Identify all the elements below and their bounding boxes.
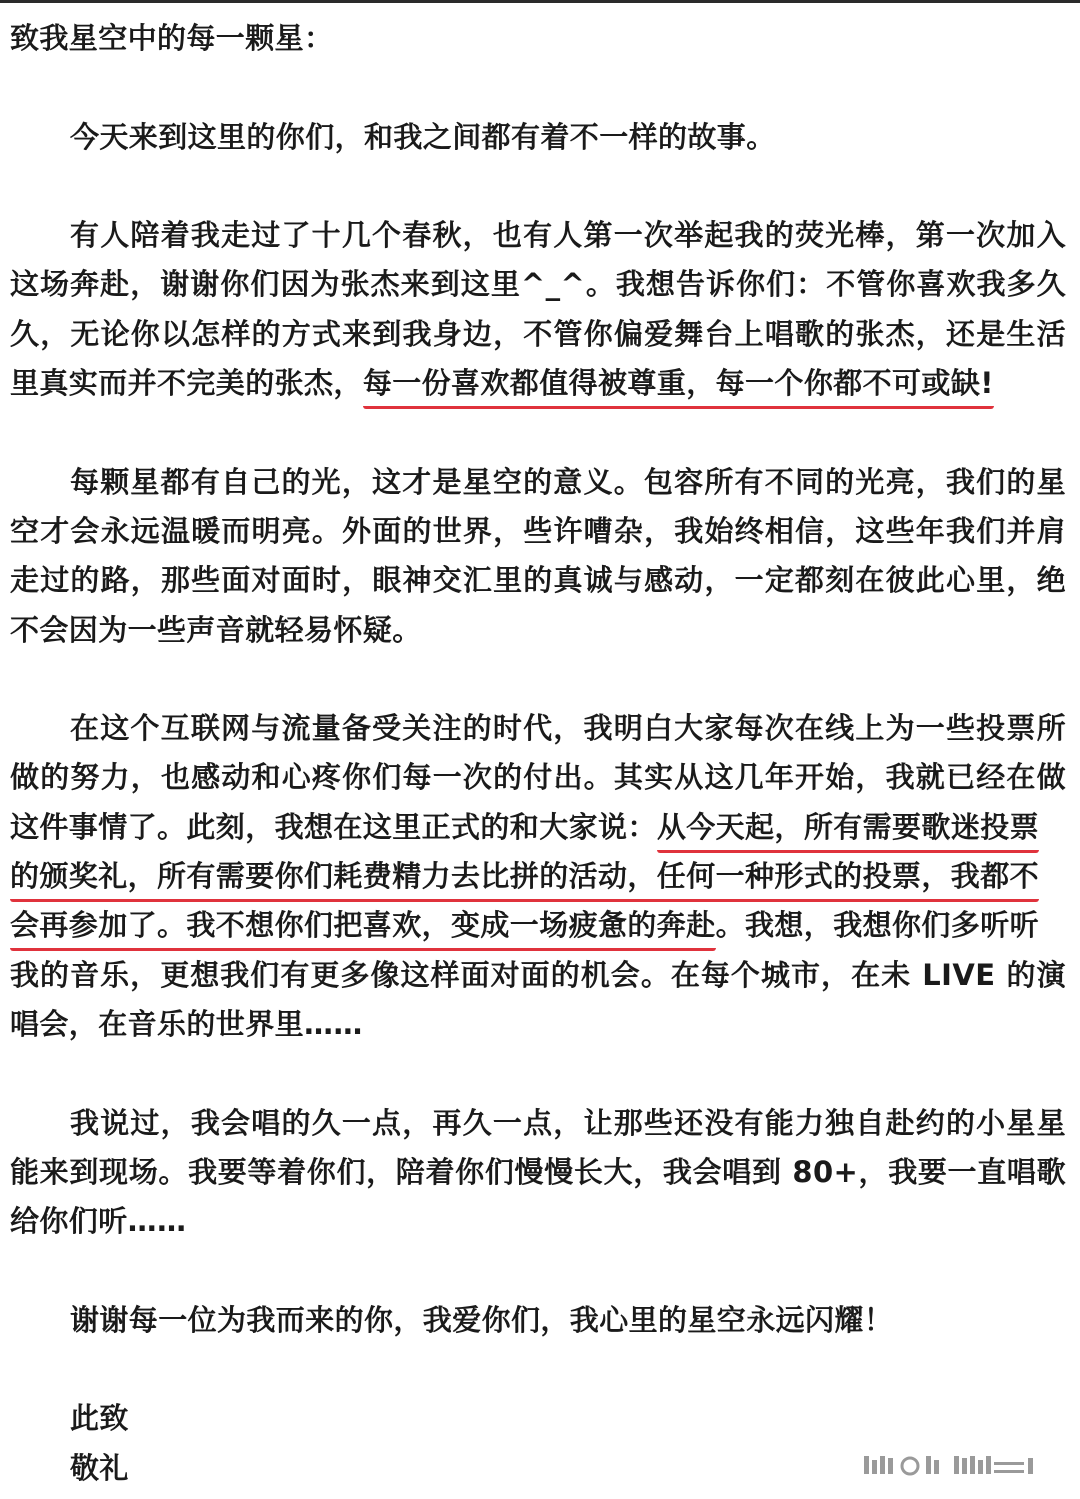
paragraph-4-line: 我的音乐，更想我们有更多像这样面对面的机会。在每个城市，在未 LIVE 的演: [10, 957, 1066, 992]
paragraph-2: [10, 211, 1066, 408]
paragraph-3: [10, 458, 1066, 655]
paragraph-1: 今天来到这里的你们，和我之间都有着不一样的故事。: [70, 119, 776, 154]
paragraph-5-line: 能来到现场。我要等着你们，陪着你们慢慢长大，我会唱到 80+，我要一直唱歌: [10, 1154, 1066, 1189]
paragraph-5-line: 我说过，我会唱的久一点，再久一点，让那些还没有能力独自赴约的小星星: [70, 1105, 1066, 1140]
paragraph-2-line: [10, 359, 1066, 408]
paragraph-4-text: 。我想，我想你们多听听: [715, 908, 1040, 943]
paragraph-3-line: 走过的路，那些面对面时，眼神交汇里的真诚与感动，一定都刻在彼此心里，绝: [10, 563, 1066, 598]
highlighted-sentence: 每一份喜欢都值得被尊重，每一个你都不可或缺!: [363, 366, 994, 409]
highlighted-sentence: 会再参加了。我不想你们把喜欢，变成一场疲惫的奔赴: [10, 908, 716, 951]
highlighted-sentence: 从今天起，所有需要歌迷投票: [657, 810, 1039, 853]
closing-line-1: 此致: [70, 1401, 129, 1436]
paragraph-2-line: 这场奔赴，谢谢你们因为张杰来到这里^_^。我想告诉你们：不管你喜欢我多久: [10, 267, 1066, 302]
paragraph-3-line: 空才会永远温暖而明亮。外面的世界，些许嘈杂，我始终相信，这些年我们并肩: [10, 513, 1066, 548]
paragraph-5: [10, 1099, 1066, 1247]
paragraph-4-line: [10, 803, 1066, 852]
paragraph-2-line: 有人陪着我走过了十几个春秋，也有人第一次举起我的荧光棒，第一次加入: [70, 218, 1066, 253]
highlighted-sentence: 的颁奖礼，所有需要你们耗费精力去比拼的活动，任何一种形式的投票，我都不: [10, 859, 1039, 902]
paragraph-2-text: 里真实而并不完美的张杰，: [10, 366, 363, 401]
top-border: [0, 0, 1080, 3]
closing-line-2: 敬礼: [70, 1450, 129, 1485]
paragraph-5-line: 给你们听……: [10, 1204, 187, 1239]
paragraph-4-text: 这件事情了。此刻，我想在这里正式的和大家说：: [10, 809, 657, 844]
paragraph-4: [10, 704, 1066, 1049]
paragraph-6: 谢谢每一位为我而来的你，我爱你们，我心里的星空永远闪耀！: [70, 1302, 894, 1337]
salutation: 致我星空中的每一颗星：: [10, 21, 334, 55]
paragraph-4-line: [10, 901, 1066, 950]
paragraph-4-line: [10, 852, 1066, 901]
paragraph-4-line: 在这个互联网与流量备受关注的时代，我明白大家每次在线上为一些投票所: [70, 711, 1066, 746]
paragraph-2-line: 久，无论你以怎样的方式来到我身边，不管你偏爱舞台上唱歌的张杰，还是生活: [10, 316, 1066, 351]
paragraph-4-line: 做的努力，也感动和心疼你们每一次的付出。其实从这几年开始，我就已经在做: [10, 760, 1066, 795]
watermark-logo: [858, 1450, 1058, 1480]
paragraph-4-line: 唱会，在音乐的世界里……: [10, 1006, 363, 1041]
paragraph-3-line: 不会因为一些声音就轻易怀疑。: [10, 612, 422, 647]
letter-body: [10, 14, 1066, 1493]
paragraph-3-line: 每颗星都有自己的光，这才是星空的意义。包容所有不同的光亮，我们的星: [70, 464, 1066, 499]
